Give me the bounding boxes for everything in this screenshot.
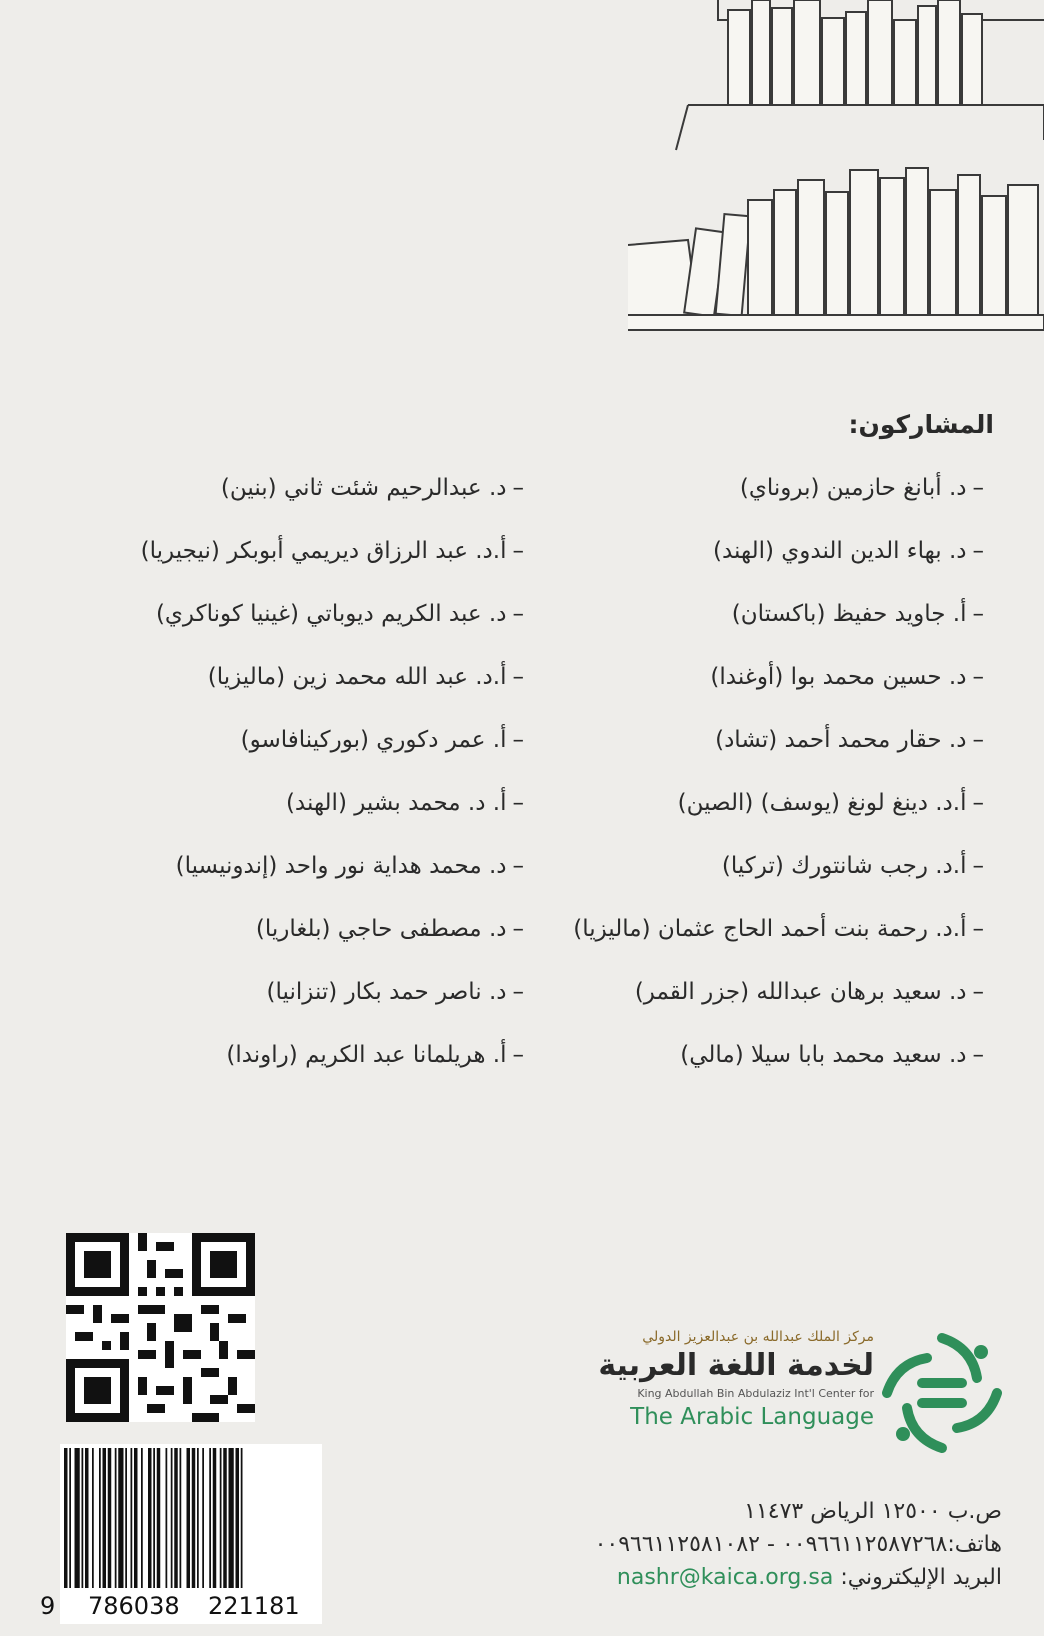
phone: هاتف:٠٠٩٦٦١١٢٥٨٧٢٦٨ - ٠٠٩٦٦١١٢٥٨١٠٨٢ [594, 1532, 1002, 1557]
email-label: البريد الإليكتروني: [840, 1565, 1002, 1590]
participants-column-right [573, 468, 984, 1098]
kaica-logo-text [544, 1328, 874, 1432]
contact-info [442, 1495, 1002, 1594]
logo-arabic-title: لخدمة اللغة العربية [598, 1348, 874, 1383]
participant-entry: –أ. جاويد حفيظ (باكستان) [731, 601, 984, 627]
po-box: ص.ب ١٢٥٠٠ الرياض ١١٤٧٣ [744, 1499, 1002, 1524]
participant-entry: –د. مصطفى حاجي (بلغاريا) [255, 916, 524, 942]
participant-entry: –د. عبدالرحيم شئت ثاني (بنين) [220, 475, 524, 501]
qr-code [66, 1233, 255, 1422]
participant-entry: –أ.د. عبد الرزاق ديريمي أبوبكر (نيجيريا) [140, 538, 524, 564]
isbn-digit-prefix: 9 [40, 1592, 56, 1620]
isbn-number [40, 1592, 340, 1622]
participants-heading: المشاركون: [848, 410, 994, 439]
participant-entry: –د. حقار محمد أحمد (تشاد) [715, 727, 984, 753]
participant-entry: –أ.د. رحمة بنت أحمد الحاج عثمان (ماليزيا) [573, 916, 984, 942]
participant-entry: –د. أبانغ حازمين (بروناي) [739, 475, 984, 501]
participant-entry: –د. عبد الكريم ديوباتي (غينيا كوناكري) [155, 601, 524, 627]
participants-column-left [104, 468, 524, 1098]
participant-entry: –أ. عمر دكوري (بوركينافاسو) [240, 727, 524, 753]
participant-entry: –د. ناصر حمد بكار (تنزانيا) [266, 979, 524, 1005]
participant-entry: –د. بهاء الدين الندوي (الهند) [713, 538, 984, 564]
email-link[interactable]: nashr@kaica.org.sa [616, 1565, 834, 1590]
participant-entry: –أ.د. عبد الله محمد زين (ماليزيا) [207, 664, 524, 690]
participant-entry: –د. محمد هداية نور واحد (إندونيسيا) [175, 853, 524, 879]
isbn-digits-group-2: 221181 [208, 1592, 300, 1620]
participant-entry: –أ. هريلمانا عبد الكريم (راوندا) [226, 1042, 524, 1068]
logo-english-subtitle: King Abdullah Bin Abdulaziz Int'l Center for [637, 1387, 874, 1400]
email-row [442, 1561, 1002, 1594]
bookshelf-illustration [628, 0, 1044, 345]
participant-entry: –أ. د. محمد بشير (الهند) [285, 790, 524, 816]
logo-english-title: The Arabic Language [630, 1404, 874, 1430]
kaica-logo-icon [877, 1328, 1007, 1458]
participant-entry: –د. سعيد برهان عبدالله (جزر القمر) [634, 979, 984, 1005]
isbn-digits-group-1: 786038 [88, 1592, 180, 1620]
participant-entry: –د. حسين محمد بوا (أوغندا) [710, 664, 984, 690]
participant-entry: –أ.د. رجب شانتورك (تركيا) [721, 853, 984, 879]
participant-entry: –د. سعيد محمد بابا سيلا (مالي) [680, 1042, 984, 1068]
participant-entry: –أ.د. دينغ لونغ (يوسف) (الصين) [677, 790, 984, 816]
logo-arabic-subtitle: مركز الملك عبدالله بن عبدالعزيز الدولي [642, 1329, 874, 1345]
